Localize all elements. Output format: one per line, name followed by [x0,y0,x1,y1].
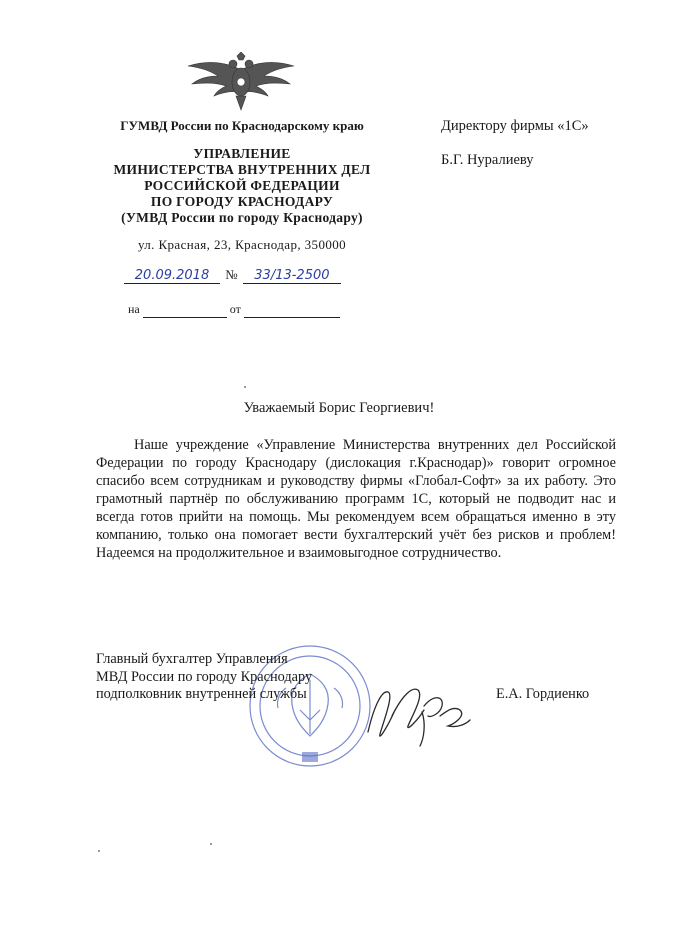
scan-speck [98,850,100,852]
reference-on-blank [143,302,227,318]
reference-from-blank [244,302,340,318]
sender-name-line: УПРАВЛЕНИЕ [193,146,291,161]
greeting: Уважаемый Борис Георгиевич! [243,400,435,416]
signatory-position: Главный бухгалтер Управления [96,651,288,667]
sender-top-line: ГУМВД России по Краснодарскому краю [120,118,364,133]
addressee-title: Директору фирмы «1С» [441,118,589,134]
double-headed-eagle-emblem-icon [186,52,296,112]
sender-address: ул. Красная, 23, Краснодар, 350000 [137,237,347,252]
sender-name-line: МИНИСТЕРСТВА ВНУТРЕННИХ ДЕЛ [113,162,371,177]
registration-date: 20.09.2018 [124,268,220,284]
sender-name-line: (УМВД России по городу Краснодару) [121,210,363,225]
registration-line [124,267,341,284]
addressee-name: Б.Г. Нуралиеву [441,152,534,168]
scan-speck [244,386,246,388]
letter-body-paragraph: Наше учреждение «Управление Министерства внутренних дел Российской Федерации по городу Краснодару (дислокация г.Краснодар)» говорит огромное спасибо всем сотрудникам и руководству фирмы «Глобал-Софт» за их работу. Это грамотный партнёр по обслуживанию программ 1С, который не подводит нас и всегда готов прийти на помощь. Мы рекомендуем всем обращаться именно в эту компанию, только она помогает вести бухгалтерский учёт без рисков и проблем! Надеемся на продолжительное и взаимовыгодное сотрудничество. [96,437,616,561]
reference-from-label: от [229,302,241,316]
sender-name-block [92,146,392,226]
registration-number: 33/13-2500 [243,268,341,284]
signatory-block [96,651,312,704]
reference-on-label: на [128,302,140,316]
sender-name-line: РОССИЙСКОЙ ФЕДЕРАЦИИ [144,178,340,193]
scan-speck [210,843,212,845]
registration-number-label: № [225,267,238,282]
handwritten-signature-icon [362,676,472,748]
signatory-position: МВД России по городу Краснодару [96,668,313,685]
reference-line [128,302,340,318]
letter-body [96,436,616,562]
sender-name-line: ПО ГОРОДУ КРАСНОДАРУ [150,194,334,209]
signatory-name: Е.А. Гордиенко [496,686,590,702]
signatory-position: подполковник внутренней службы [96,686,307,702]
